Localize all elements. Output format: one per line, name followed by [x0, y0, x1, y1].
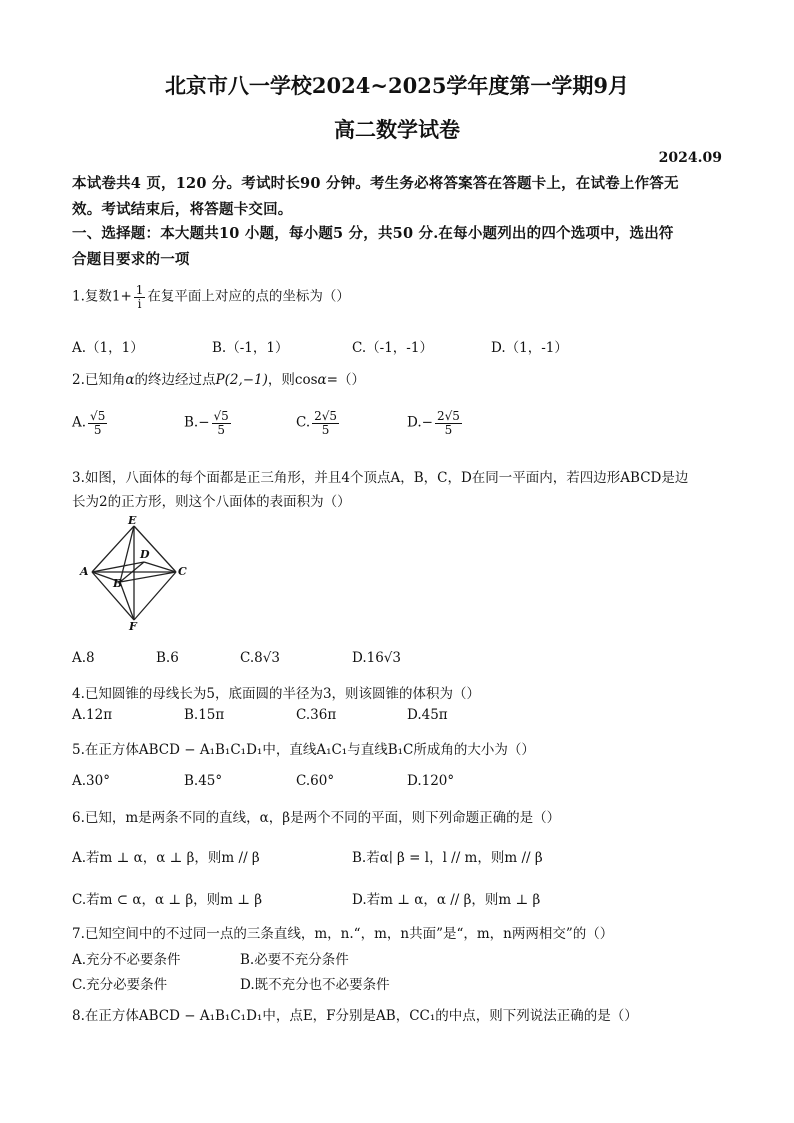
exam-date: 2024.09: [658, 150, 722, 166]
q4-option-c: C.36π: [296, 707, 337, 723]
q2-alpha-2: α: [317, 372, 327, 388]
q6-option-b: B.若α∣ β = l，l // m，则m // β: [352, 850, 543, 866]
q7-option-c: C.充分必要条件: [72, 977, 168, 993]
q4-option-d: D.45π: [407, 707, 448, 723]
label-d: D: [140, 548, 150, 561]
q2-opt-a-num: √5: [90, 409, 106, 423]
q2-opt-a-den: 5: [93, 422, 102, 437]
question-2: [72, 368, 365, 388]
label-f: F: [129, 620, 137, 632]
label-e: E: [128, 514, 137, 527]
q1-option-d: D.（1，-1）: [491, 340, 568, 356]
q7-option-b: B.必要不充分条件: [240, 952, 349, 968]
q5-option-d: D.120°: [407, 773, 455, 789]
q1-prefix: 1.复数1+: [72, 288, 132, 305]
q1-frac-num: 1: [135, 283, 144, 297]
octahedron-figure: [72, 514, 190, 632]
q2-text-d: =（）: [326, 372, 365, 388]
q2-text-b: 的终边经过点: [134, 372, 216, 388]
q5-option-c: C.60°: [296, 773, 335, 789]
q1-option-a: A.（1，1）: [72, 340, 144, 356]
q2-point: P(2,−1): [215, 372, 268, 388]
label-b: B: [113, 577, 123, 590]
q2-opt-d-num: 2√5: [436, 409, 460, 423]
q2-option-a: [72, 410, 109, 436]
q5-option-b: B.45°: [184, 773, 223, 789]
label-a: A: [80, 565, 89, 578]
question-1: [72, 284, 350, 310]
q1-suffix: 在复平面上对应的点的坐标为（）: [147, 288, 350, 305]
q5-option-a: A.30°: [72, 773, 110, 789]
q2-option-c: [296, 410, 341, 436]
q2-opt-b-den: 5: [217, 422, 225, 437]
question-6: 6.已知，m是两条不同的直线，α，β是两个不同的平面，则下列命题正确的是（）: [72, 810, 561, 826]
q1-frac-den: i: [137, 296, 142, 311]
question-3-line-1: 3.如图，八面体的每个面都是正三角形，并且4个顶点A，B，C，D在同一平面内，若四边形ABCD是边: [72, 470, 689, 486]
instructions-line-1: 本试卷共4 页，120 分。考试时长90 分钟。考生务必将答案答在答题卡上，在试卷上作答无: [72, 175, 679, 192]
label-c: C: [178, 565, 187, 578]
q2-text-c: ，则cos: [267, 372, 318, 388]
q2-opt-b-num: √5: [213, 409, 229, 423]
question-8: 8.在正方体ABCD − A₁B₁C₁D₁中，点E，F分别是AB，CC₁的中点，则下列说法正确的是（）: [72, 1008, 638, 1024]
question-5: 5.在正方体ABCD − A₁B₁C₁D₁中，直线A₁C₁与直线B₁C所成角的大小为（）: [72, 742, 535, 758]
q2-opt-c-label: C.: [296, 414, 311, 431]
q2-opt-b-label: B.−: [184, 414, 210, 431]
q3-option-a: A.8: [72, 650, 95, 666]
q6-option-c: C.若m ⊂ α，α ⊥ β，则m ⊥ β: [72, 892, 263, 908]
exam-subtitle: 高二数学试卷: [334, 117, 460, 142]
q4-option-a: A.12π: [72, 707, 113, 723]
q2-alpha: α: [125, 372, 135, 388]
q3-option-c: C.8√3: [240, 650, 280, 666]
instructions-line-2: 效。考试结束后，将答题卡交回。: [72, 201, 293, 218]
section-heading-line-2: 合题目要求的一项: [72, 251, 190, 268]
q6-option-d: D.若m ⊥ α，α // β，则m ⊥ β: [352, 892, 541, 908]
section-heading-line-1: 一、选择题：本大题共10 小题，每小题5 分，共50 分.在每小题列出的四个选项中，选出符: [72, 225, 674, 242]
q3-option-d: D.16√3: [352, 650, 402, 666]
q3-option-b: B.6: [156, 650, 179, 666]
question-7: 7.已知空间中的不过同一点的三条直线，m，n.“，m，n共面”是“，m，n两两相交”的（）: [72, 926, 614, 942]
q1-option-b: B.（-1，1）: [212, 340, 289, 356]
q2-opt-d-label: D.−: [407, 414, 433, 431]
q2-option-d: [407, 410, 464, 436]
q2-opt-c-den: 5: [321, 422, 330, 437]
question-4: 4.已知圆锥的母线长为5，底面圆的半径为3，则该圆锥的体积为（）: [72, 686, 481, 702]
q7-option-a: A.充分不必要条件: [72, 952, 181, 968]
q2-opt-d-den: 5: [444, 422, 453, 437]
exam-title: 北京市八一学校2024~2025学年度第一学期9月: [164, 73, 630, 98]
q2-text-a: 2.已知角: [72, 372, 126, 388]
q1-fraction: [134, 284, 146, 310]
question-3-line-2: 长为2的正方形，则这个八面体的表面积为（）: [72, 494, 351, 510]
q1-option-c: C.（-1，-1）: [352, 340, 433, 356]
q2-opt-c-num: 2√5: [314, 409, 338, 423]
q2-opt-a-label: A.: [72, 414, 87, 431]
q4-option-b: B.15π: [184, 707, 225, 723]
q6-option-a: A.若m ⊥ α，α ⊥ β，则m // β: [72, 850, 260, 866]
q7-option-d: D.既不充分也不必要条件: [240, 977, 390, 993]
q2-option-b: [184, 410, 233, 436]
